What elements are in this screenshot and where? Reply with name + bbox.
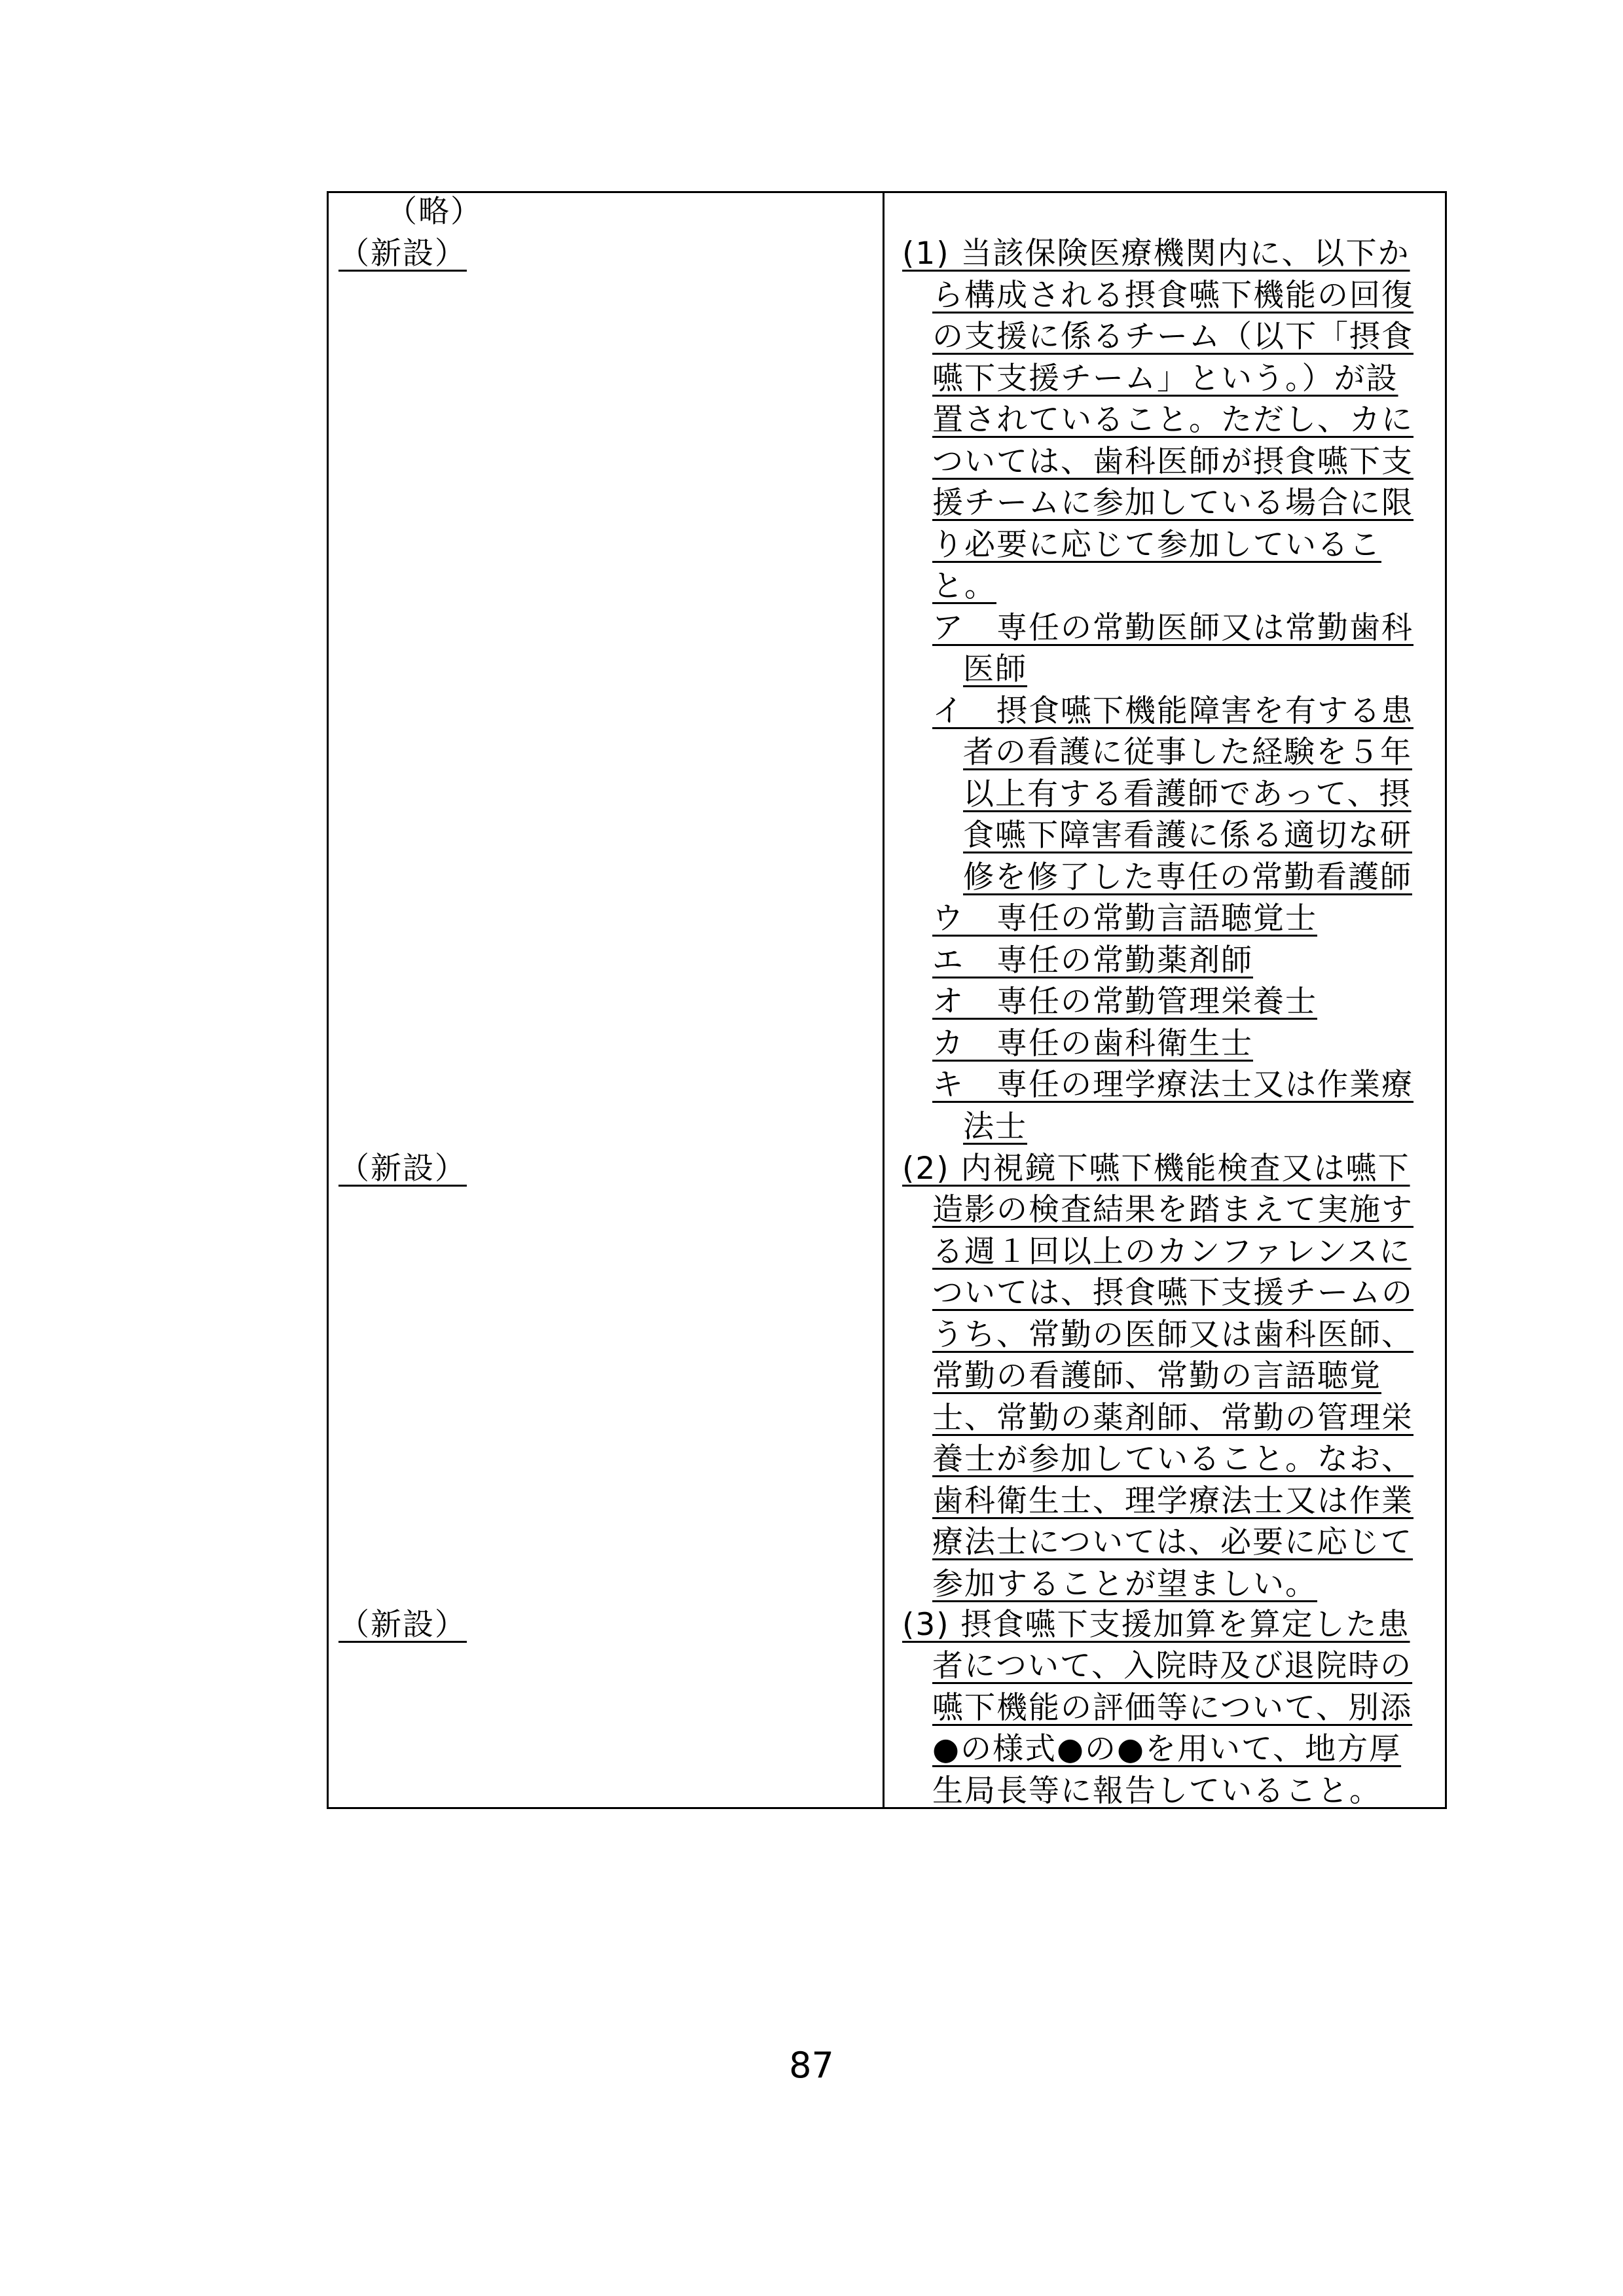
- page-number: 87: [789, 2045, 834, 2086]
- item-2-line: 養士が参加していること。なお、: [932, 1441, 1413, 1477]
- member-i: 食嚥下障害看護に係る適切な研: [963, 817, 1412, 853]
- item-2-line: 療法士については、必要に応じて: [932, 1524, 1413, 1560]
- item-2-line: うち、常勤の医師又は歯科医師、: [932, 1317, 1413, 1353]
- new-establishment-label: （新設）: [338, 1607, 467, 1643]
- item-1-line: の支援に係るチーム（以下「摂食: [932, 319, 1413, 355]
- member-ka: カ 専任の歯科衛生士: [932, 1026, 1253, 1062]
- item-1-line: ついては、歯科医師が摂食嚥下支: [932, 444, 1413, 480]
- member-ki: 法士: [963, 1109, 1027, 1145]
- member-a: 医師: [963, 651, 1027, 687]
- item-1-line: り必要に応じて参加しているこ: [932, 527, 1381, 563]
- member-i: 者の看護に従事した経験を５年: [963, 734, 1412, 770]
- omitted-label: （略）: [386, 194, 483, 230]
- item-2-line: 常勤の看護師、常勤の言語聴覚: [932, 1358, 1381, 1394]
- item-2-line: 参加することが望ましい。: [932, 1566, 1317, 1602]
- item-3-line: (3) 摂食嚥下支援加算を算定した患: [902, 1607, 1410, 1643]
- member-i: 修を修了した専任の常勤看護師: [963, 859, 1412, 895]
- item-1-line: 援チームに参加している場合に限: [932, 485, 1413, 521]
- item-3-line: 嚥下機能の評価等について、別添: [932, 1690, 1413, 1726]
- member-i: 以上有する看護師であって、摂: [963, 776, 1412, 812]
- item-2-line: 歯科衛生士、理学療法士又は作業: [932, 1483, 1413, 1519]
- member-o: オ 専任の常勤管理栄養士: [932, 984, 1317, 1020]
- item-2-line: る週１回以上のカンファレンスに: [932, 1234, 1412, 1270]
- item-2-line: 士、常勤の薬剤師、常勤の管理栄: [932, 1400, 1413, 1436]
- item-1-line: 嚥下支援チーム」という。）が設: [932, 361, 1398, 397]
- item-3-line: 者について、入院時及び退院時の: [932, 1648, 1413, 1684]
- new-establishment-label: （新設）: [338, 1151, 467, 1187]
- item-2-line: (2) 内視鏡下嚥下機能検査又は嚥下: [902, 1151, 1410, 1187]
- item-1-line: (1) 当該保険医療機関内に、以下か: [902, 236, 1410, 272]
- item-2-line: ついては、摂食嚥下支援チームの: [932, 1275, 1413, 1311]
- member-e: エ 専任の常勤薬剤師: [932, 942, 1253, 978]
- item-1-line: 置されていること。ただし、カに: [932, 402, 1413, 438]
- member-i: イ 摂食嚥下機能障害を有する患: [932, 693, 1413, 729]
- item-1-line: と。: [932, 568, 996, 604]
- item-1-line: ら構成される摂食嚥下機能の回復: [932, 278, 1413, 314]
- item-3-line: 生局長等に報告していること。: [932, 1773, 1381, 1809]
- new-establishment-label: （新設）: [338, 236, 467, 272]
- member-ki: キ 専任の理学療法士又は作業療: [932, 1067, 1413, 1103]
- member-a: ア 専任の常勤医師又は常勤歯科: [932, 610, 1413, 646]
- column-divider: [883, 191, 884, 1809]
- item-2-line: 造影の検査結果を踏まえて実施す: [932, 1192, 1413, 1228]
- member-u: ウ 専任の常勤言語聴覚士: [932, 901, 1317, 937]
- item-3-line: ●の様式●の●を用いて、地方厚: [932, 1731, 1402, 1767]
